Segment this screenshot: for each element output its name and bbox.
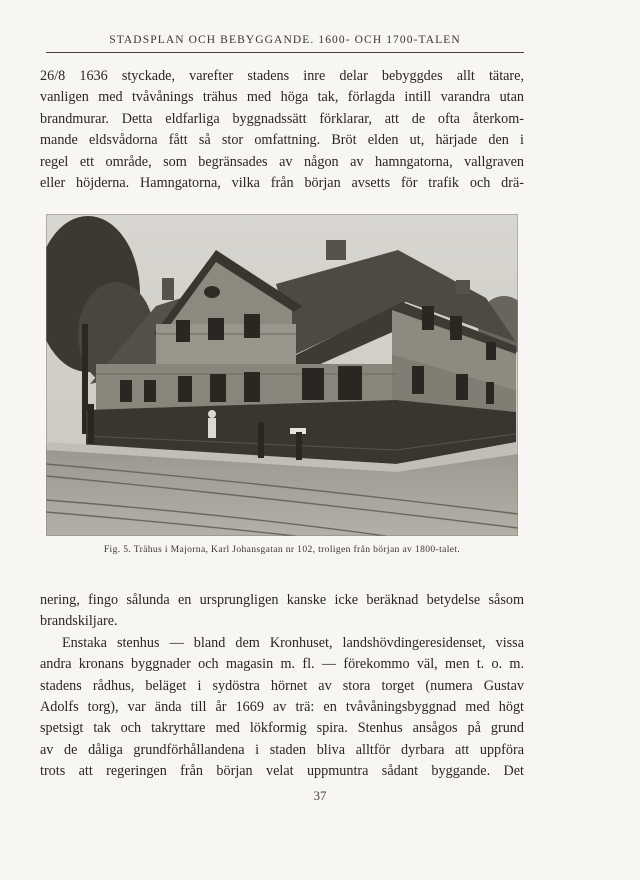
text-line: trots att regeringen från början velat uppmuntra sådant byggande. Det: [40, 763, 524, 780]
text-line: 26/8 1636 styckade, varefter stadens inre delar bebyggdes allt tätare,: [40, 68, 524, 84]
text-line: nering, fingo sålunda en ursprungligen kanske icke beräknad betydelse såsom: [40, 592, 524, 608]
figure-caption: Fig. 5. Trähus i Majorna, Karl Johansgatan nr 102, troligen från början av 1800-talet.: [103, 544, 461, 555]
text-line: brandskiljare.: [40, 613, 118, 630]
text-line: mande eldsvådorna fått så stor omfattning. Bröt elden ut, härjade den i: [40, 132, 524, 149]
text-line: vanligen med tvåvånings trähus med höga tak, förlagda intill varandra utan: [40, 89, 524, 106]
house-photograph: [46, 214, 518, 536]
text-line: brandmurar. Detta eldfarliga byggnadssätt förklarar, att de ofta återkom-: [40, 110, 524, 127]
text-line: spetsigt tak och takryttare med lökformig spira. Stenhus ansågos på grund: [40, 720, 524, 737]
text-line: stadens rådhus, beläget i sydöstra hörnet av stora torget (numera Gustav: [40, 677, 524, 694]
text-line: av de dåliga grundförhållandena i staden bliva alltför dyrbara att uppföra: [40, 741, 524, 758]
text-line: Adolfs torg), var ända till år 1669 av trä: en tvåvåningsbyggnad med högt: [40, 699, 524, 716]
paragraph-bottom: [40, 590, 524, 783]
running-head: STADSPLAN OCH BEBYGGANDE. 1600- OCH 1700-TALEN: [109, 34, 461, 46]
text-line: regel ett område, som begränsades av någon av hamngatorna, vallgraven: [40, 153, 524, 170]
paragraph-top: [40, 66, 524, 194]
text-line: andra kronans byggnader och magasin m. fl. — förekommo väl, men t. o. m.: [40, 656, 524, 673]
header-rule: [46, 52, 524, 53]
text-line: Enstaka stenhus — bland dem Kronhuset, landshövdingeresidenset, vissa: [62, 634, 524, 651]
page-number: 37: [313, 788, 327, 803]
text-line: eller höjderna. Hamngatorna, vilka från början avsetts för trafik och drä-: [40, 175, 524, 192]
